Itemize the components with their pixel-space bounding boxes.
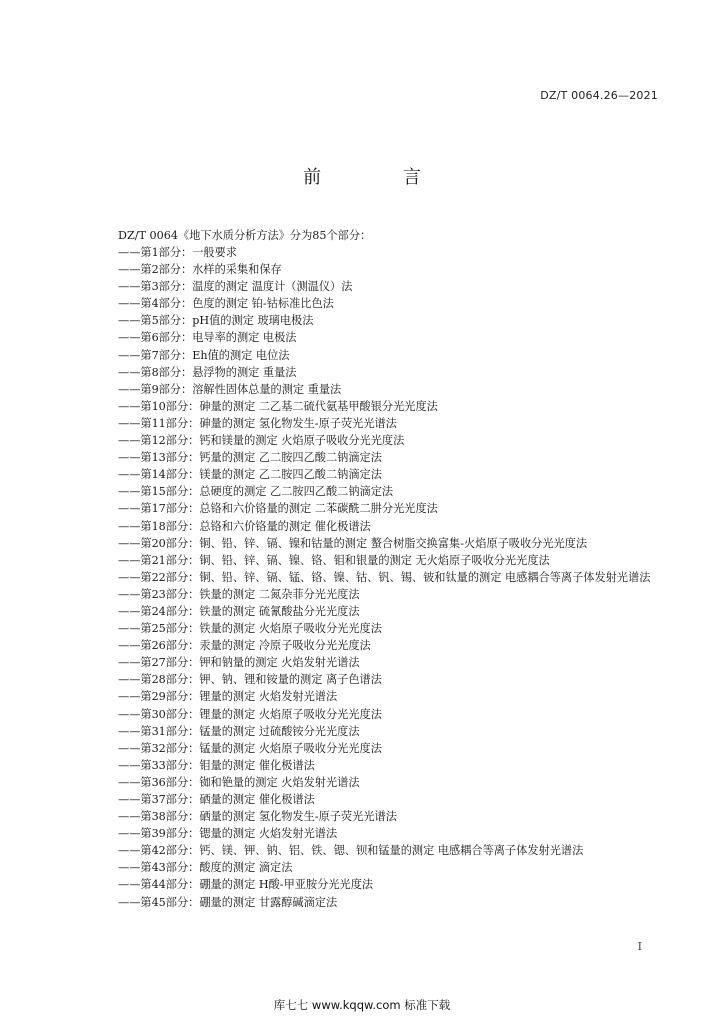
list-item: ——第10部分：砷量的测定 二乙基二硫代氨基甲酸银分光光度法 [118, 399, 438, 413]
list-item: ——第36部分：铷和铯量的测定 火焰发射光谱法 [118, 775, 360, 789]
list-item: ——第20部分：铜、铅、锌、镉、镍和钴量的测定 螯合树脂交换富集-火焰原子吸收分光光度法 [118, 536, 588, 550]
list-item: ——第9部分：溶解性固体总量的测定 重量法 [118, 382, 342, 396]
list-item: ——第17部分：总铬和六价铬量的测定 二苯碳酰二肼分光光度法 [118, 502, 438, 516]
list-item: ——第23部分：铁量的测定 二氮杂菲分光光度法 [118, 587, 360, 601]
list-item: ——第18部分：总铬和六价铬量的测定 催化极谱法 [118, 519, 371, 533]
list-item: ——第21部分：铜、铅、锌、镉、镍、铬、钼和银量的测定 无火焰原子吸收分光光度法 [118, 553, 550, 567]
list-item: ——第32部分：锰量的测定 火焰原子吸收分光光度法 [118, 741, 382, 755]
list-item: ——第2部分：水样的采集和保存 [118, 263, 282, 277]
list-item: ——第30部分：锂量的测定 火焰原子吸收分光光度法 [118, 707, 382, 721]
list-item: ——第42部分：钙、镁、钾、钠、铝、铁、锶、钡和锰量的测定 电感耦合等离子体发射光谱法 [118, 844, 584, 858]
list-item: ——第1部分：一般要求 [118, 246, 237, 259]
list-item: ——第12部分：钙和镁量的测定 火焰原子吸收分光光度法 [118, 434, 405, 448]
page-number: I [637, 940, 642, 953]
list-item: ——第43部分：酸度的测定 滴定法 [118, 861, 293, 875]
list-item: ——第4部分：色度的测定 铂-钴标准比色法 [118, 297, 334, 311]
standard-code: DZ/T 0064.26—2021 [540, 89, 658, 102]
list-item: ——第6部分：电导率的测定 电极法 [118, 331, 297, 345]
list-item: ——第25部分：铁量的测定 火焰原子吸收分光光度法 [118, 622, 382, 636]
list-item: ——第24部分：铁量的测定 硫氰酸盐分光光度法 [118, 604, 360, 618]
list-item: ——第27部分：钾和钠量的测定 火焰发射光谱法 [118, 656, 360, 670]
list-item: ——第26部分：汞量的测定 冷原子吸收分光光度法 [118, 639, 371, 653]
page-title: 前 言 [303, 167, 459, 188]
list-item: ——第44部分：硼量的测定 H酸-甲亚胺分光光度法 [118, 878, 374, 892]
list-item: ——第15部分：总硬度的测定 乙二胺四乙酸二钠滴定法 [118, 485, 394, 499]
list-item: ——第28部分：钾、钠、锂和铵量的测定 离子色谱法 [118, 673, 382, 687]
list-item: ——第7部分：Eh值的测定 电位法 [118, 348, 290, 362]
footer-watermark: 库七七 www.kqqw.com 标准下载 [273, 998, 451, 1012]
list-item: ——第8部分：悬浮物的测定 重量法 [118, 365, 297, 379]
intro-paragraph: DZ/T 0064《地下水质分析方法》分为85个部分： [118, 229, 372, 242]
list-item: ——第38部分：硒量的测定 氢化物发生-原子荧光光谱法 [118, 810, 397, 824]
list-item: ——第13部分：钙量的测定 乙二胺四乙酸二钠滴定法 [118, 451, 382, 465]
list-item: ——第3部分：温度的测定 温度计（测温仪）法 [118, 280, 353, 294]
list-item: ——第29部分：锂量的测定 火焰发射光谱法 [118, 690, 338, 704]
list-item: ——第31部分：锰量的测定 过硫酸铵分光光度法 [118, 724, 360, 738]
list-item: ——第5部分：pH值的测定 玻璃电极法 [118, 314, 314, 328]
list-item: ——第11部分：砷量的测定 氢化物发生-原子荧光光谱法 [118, 416, 397, 430]
list-item: ——第45部分：硼量的测定 甘露醇碱滴定法 [118, 895, 338, 909]
list-item: ——第37部分：硒量的测定 催化极谱法 [118, 793, 315, 806]
list-item: ——第22部分：铜、铅、锌、镉、锰、铬、镍、钴、钒、锡、铍和钛量的测定 电感耦合等离子体发射光谱法 [118, 570, 651, 584]
list-item: ——第39部分：锶量的测定 火焰发射光谱法 [118, 827, 338, 841]
parts-list [0, 244, 724, 911]
list-item: ——第14部分：镁量的测定 乙二胺四乙酸二钠滴定法 [118, 468, 382, 482]
list-item: ——第33部分：钼量的测定 催化极谱法 [118, 758, 315, 772]
